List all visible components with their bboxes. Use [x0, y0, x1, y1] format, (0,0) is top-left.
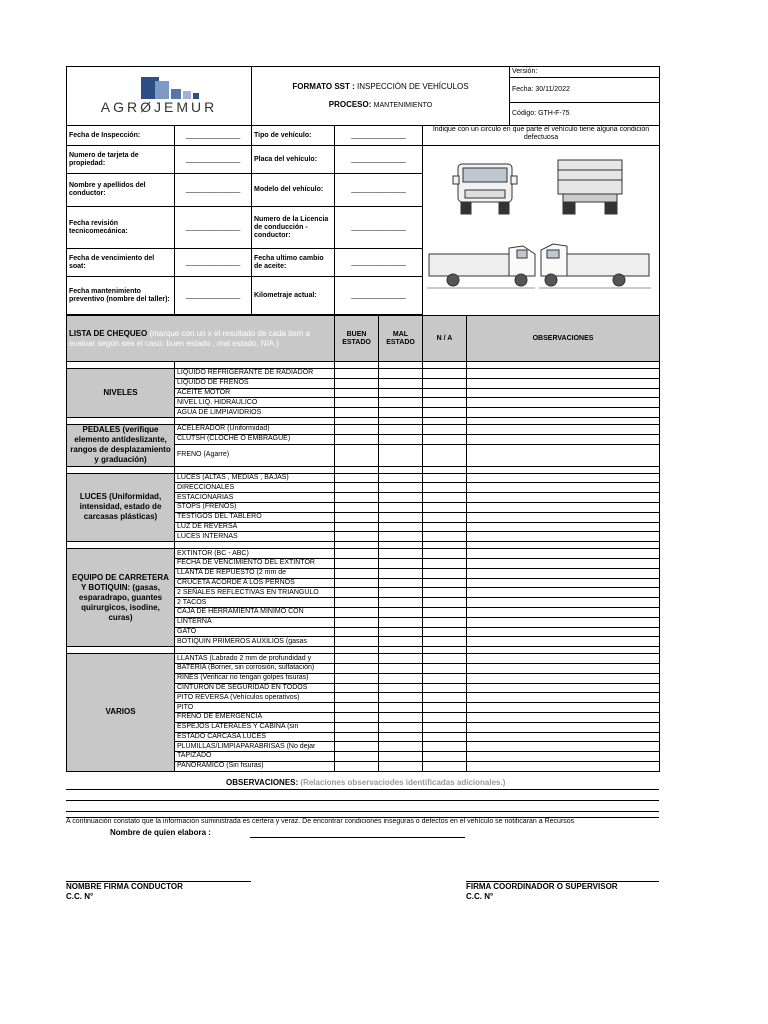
obs-cell[interactable]	[467, 398, 660, 408]
item-label: LUCES (ALTAS , MEDIAS , BAJAS)	[175, 473, 335, 483]
col-observaciones: OBSERVACIONES	[467, 316, 660, 362]
separator-cell	[467, 417, 660, 424]
obs-cell[interactable]	[467, 444, 660, 466]
buen-cell[interactable]	[335, 617, 379, 627]
obs-cell[interactable]	[467, 558, 660, 568]
buen-cell[interactable]	[335, 444, 379, 466]
group-name: NIVELES	[67, 369, 175, 418]
item-label: LINTERNA	[175, 617, 335, 627]
checklist-title: LISTA DE CHEQUEO	[69, 328, 148, 338]
obs-label: OBSERVACIONES:	[226, 778, 299, 787]
table-row	[67, 369, 660, 379]
buen-cell[interactable]	[335, 424, 379, 434]
field-conductor[interactable]: ______________	[175, 174, 252, 207]
na-cell[interactable]	[423, 637, 467, 647]
item-label: RINES (Verificar no tengan golpes fisuras)	[175, 673, 335, 683]
na-cell[interactable]	[423, 532, 467, 542]
item-label: STOPS (FRENOS)	[175, 502, 335, 512]
na-cell[interactable]	[423, 703, 467, 713]
buen-cell[interactable]	[335, 473, 379, 483]
field-tipo-vehiculo[interactable]: ______________	[335, 126, 423, 146]
process-label: PROCESO:	[328, 99, 372, 109]
mal-cell[interactable]	[379, 703, 423, 713]
item-label: PITO	[175, 703, 335, 713]
obs-cell[interactable]	[467, 378, 660, 388]
mal-cell[interactable]	[379, 424, 423, 434]
item-label: 2 SEÑALES REFLECTIVAS EN TRIANGULO	[175, 588, 335, 598]
na-cell[interactable]	[423, 752, 467, 762]
buen-cell[interactable]	[335, 512, 379, 522]
col-na: N / A	[423, 316, 467, 362]
mal-cell[interactable]	[379, 742, 423, 752]
mal-cell[interactable]	[379, 607, 423, 617]
separator-cell	[379, 466, 423, 473]
buen-cell[interactable]	[335, 598, 379, 608]
buen-cell[interactable]	[335, 558, 379, 568]
obs-cell[interactable]	[467, 549, 660, 559]
obs-cell[interactable]	[467, 588, 660, 598]
table-row	[67, 549, 660, 559]
obs-cell[interactable]	[467, 388, 660, 398]
buen-cell[interactable]	[335, 522, 379, 532]
separator-cell	[423, 417, 467, 424]
separator-cell	[67, 542, 175, 549]
cc-coordinador: C.C. N°	[466, 892, 494, 901]
col-buen-estado: BUEN ESTADO	[335, 316, 379, 362]
separator-cell	[467, 466, 660, 473]
obs-cell[interactable]	[467, 742, 660, 752]
obs-cell[interactable]	[467, 502, 660, 512]
mal-cell[interactable]	[379, 568, 423, 578]
buen-cell[interactable]	[335, 549, 379, 559]
obs-cell[interactable]	[467, 578, 660, 588]
buen-cell[interactable]	[335, 742, 379, 752]
mal-cell[interactable]	[379, 732, 423, 742]
obs-cell[interactable]	[467, 617, 660, 627]
separator-cell	[67, 466, 175, 473]
group-separator	[67, 362, 660, 369]
na-cell[interactable]	[423, 683, 467, 693]
process-value: MANTENIMIENTO	[373, 101, 433, 109]
na-cell[interactable]	[423, 722, 467, 732]
item-label: ACEITE MOTOR	[175, 388, 335, 398]
statement-text: A continuación constato que la información suministrada es certera y veraz. De encontrar condiciones inseguras o defectos en el vehículo se notificaran a Recursos	[66, 817, 659, 825]
item-label: LIQUIDO REFRIGERANTE DE RADIADOR	[175, 369, 335, 379]
mal-cell[interactable]	[379, 378, 423, 388]
na-cell[interactable]	[423, 761, 467, 771]
na-cell[interactable]	[423, 502, 467, 512]
separator-cell	[335, 647, 379, 654]
na-cell[interactable]	[423, 742, 467, 752]
obs-cell[interactable]	[467, 598, 660, 608]
item-label: PANORAMICO (Sin fisuras)	[175, 761, 335, 771]
obs-cell[interactable]	[467, 673, 660, 683]
buen-cell[interactable]	[335, 722, 379, 732]
na-cell[interactable]	[423, 617, 467, 627]
obs-cell[interactable]	[467, 654, 660, 664]
observaciones-line	[226, 778, 505, 787]
group-separator	[67, 417, 660, 424]
separator-cell	[467, 542, 660, 549]
na-cell[interactable]	[423, 607, 467, 617]
group-separator	[67, 466, 660, 473]
na-cell[interactable]	[423, 522, 467, 532]
na-cell[interactable]	[423, 663, 467, 673]
separator-cell	[67, 362, 175, 369]
na-cell[interactable]	[423, 558, 467, 568]
separator-cell	[379, 542, 423, 549]
cc-conductor: C.C. N°	[66, 892, 94, 901]
label-mantenimiento: Fecha mantenimiento preventivo (nombre del taller):	[67, 277, 175, 315]
buen-cell[interactable]	[335, 712, 379, 722]
na-cell[interactable]	[423, 673, 467, 683]
buen-cell[interactable]	[335, 663, 379, 673]
na-cell[interactable]	[423, 369, 467, 379]
format-label: FORMATO SST :	[292, 81, 355, 91]
separator-cell	[423, 466, 467, 473]
separator-cell	[335, 417, 379, 424]
item-label: ACELERADOR (Uniformidad)	[175, 424, 335, 434]
separator-cell	[175, 417, 335, 424]
group-name: PEDALES (verifique elemento antideslizante, rangos de desplazamiento y graduación)	[67, 424, 175, 466]
na-cell[interactable]	[423, 598, 467, 608]
na-cell[interactable]	[423, 388, 467, 398]
na-cell[interactable]	[423, 444, 467, 466]
mal-cell[interactable]	[379, 434, 423, 444]
buen-cell[interactable]	[335, 483, 379, 493]
field-revision[interactable]: ______________	[175, 207, 252, 249]
buen-cell[interactable]	[335, 654, 379, 664]
buen-cell[interactable]	[335, 408, 379, 418]
group-separator	[67, 542, 660, 549]
obs-cell[interactable]	[467, 483, 660, 493]
buen-cell[interactable]	[335, 502, 379, 512]
obs-cell[interactable]	[467, 712, 660, 722]
item-label: CINTURON DE SEGURIDAD EN TODOS	[175, 683, 335, 693]
mal-cell[interactable]	[379, 369, 423, 379]
obs-cell[interactable]	[467, 752, 660, 762]
item-label: EXTINTOR (BC - ABC)	[175, 549, 335, 559]
separator-cell	[423, 647, 467, 654]
field-soat[interactable]: ______________	[175, 249, 252, 277]
separator-cell	[423, 542, 467, 549]
label-conductor: Nombre y apellidos del conductor:	[67, 174, 175, 207]
item-label: AGUA DE LIMPIAVIDRIOS	[175, 408, 335, 418]
field-kilometraje[interactable]: ______________	[335, 277, 423, 315]
field-tarjeta[interactable]: ______________	[175, 146, 252, 174]
mal-cell[interactable]	[379, 522, 423, 532]
na-cell[interactable]	[423, 588, 467, 598]
obs-cell[interactable]	[467, 703, 660, 713]
mal-cell[interactable]	[379, 493, 423, 503]
label-soat: Fecha de vencimiento del soat:	[67, 249, 175, 277]
item-label: LLANTAS (Labrado 2 mm de profundidad y	[175, 654, 335, 664]
version-cell: Versión:	[510, 67, 660, 78]
diagram-note: Indique con un circulo en que parte el vehículo tiene alguna condición defectuosa	[423, 126, 660, 146]
mal-cell[interactable]	[379, 398, 423, 408]
buen-cell[interactable]	[335, 568, 379, 578]
mal-cell[interactable]	[379, 588, 423, 598]
mal-cell[interactable]	[379, 578, 423, 588]
obs-cell[interactable]	[467, 522, 660, 532]
separator-cell	[175, 647, 335, 654]
buen-cell[interactable]	[335, 532, 379, 542]
mal-cell[interactable]	[379, 761, 423, 771]
na-cell[interactable]	[423, 408, 467, 418]
buen-cell[interactable]	[335, 434, 379, 444]
header-table	[66, 66, 660, 126]
na-cell[interactable]	[423, 712, 467, 722]
buen-cell[interactable]	[335, 637, 379, 647]
buen-cell[interactable]	[335, 588, 379, 598]
buen-cell[interactable]	[335, 378, 379, 388]
separator-cell	[379, 362, 423, 369]
obs-cell[interactable]	[467, 627, 660, 637]
item-label: PLUMILLAS/LIMPIAPARABRISAS (No dejar	[175, 742, 335, 752]
obs-cell[interactable]	[467, 408, 660, 418]
mal-cell[interactable]	[379, 598, 423, 608]
item-label: FRENO (Agarre)	[175, 444, 335, 466]
item-label: LUCES INTERNAS	[175, 532, 335, 542]
na-cell[interactable]	[423, 568, 467, 578]
field-licencia[interactable]: ______________	[335, 207, 423, 249]
buen-cell[interactable]	[335, 578, 379, 588]
mal-cell[interactable]	[379, 683, 423, 693]
field-modelo[interactable]: ______________	[335, 174, 423, 207]
obs-cell[interactable]	[467, 473, 660, 483]
firma-conductor: NOMBRE FIRMA CONDUCTOR	[66, 882, 183, 891]
checklist-table	[66, 315, 660, 772]
mal-cell[interactable]	[379, 637, 423, 647]
separator-cell	[467, 362, 660, 369]
mal-cell[interactable]	[379, 722, 423, 732]
mal-cell[interactable]	[379, 473, 423, 483]
obs-cell[interactable]	[467, 532, 660, 542]
na-cell[interactable]	[423, 483, 467, 493]
mal-cell[interactable]	[379, 693, 423, 703]
obs-cell[interactable]	[467, 512, 660, 522]
mal-cell[interactable]	[379, 444, 423, 466]
separator-cell	[175, 466, 335, 473]
separator-cell	[175, 362, 335, 369]
table-row	[67, 424, 660, 434]
na-cell[interactable]	[423, 378, 467, 388]
vehicle-diagram-cell[interactable]	[423, 146, 660, 316]
logo-cell	[67, 67, 252, 126]
item-label: LIQUIDO DE FRENOS	[175, 378, 335, 388]
obs-rule-2[interactable]	[66, 800, 659, 801]
code-cell: Código: GTH-F-75	[510, 103, 660, 126]
obs-cell[interactable]	[467, 434, 660, 444]
separator-cell	[467, 647, 660, 654]
format-value: INSPECCIÓN DE VEHÍCULOS	[357, 81, 469, 91]
item-label: FECHA DE VENCIMIENTO DEL EXTINTOR	[175, 558, 335, 568]
mal-cell[interactable]	[379, 388, 423, 398]
buen-cell[interactable]	[335, 607, 379, 617]
col-mal-estado: MAL ESTADO	[379, 316, 423, 362]
group-name: LUCES (Uniformidad, intensidad, estado de carcasas plásticas)	[67, 473, 175, 542]
buen-cell[interactable]	[335, 703, 379, 713]
buen-cell[interactable]	[335, 493, 379, 503]
separator-cell	[423, 362, 467, 369]
buen-cell[interactable]	[335, 369, 379, 379]
obs-cell[interactable]	[467, 732, 660, 742]
field-aceite[interactable]: ______________	[335, 249, 423, 277]
date-cell: Fecha: 30/11/2022	[510, 78, 660, 103]
na-cell[interactable]	[423, 493, 467, 503]
separator-cell	[335, 466, 379, 473]
item-label: TAPIZADO	[175, 752, 335, 762]
label-revision: Fecha revisión tecnicomecánica:	[67, 207, 175, 249]
obs-cell[interactable]	[467, 369, 660, 379]
obs-rule-3[interactable]	[66, 811, 659, 812]
mal-cell[interactable]	[379, 549, 423, 559]
obs-cell[interactable]	[467, 693, 660, 703]
label-kilometraje: Kilometraje actual:	[252, 277, 335, 315]
mal-cell[interactable]	[379, 558, 423, 568]
item-label: ESPEJOS LATERALES Y CABINA (sin	[175, 722, 335, 732]
separator-cell	[67, 647, 175, 654]
item-label: TESTIGOS DEL TABLERO	[175, 512, 335, 522]
label-licencia: Numero de la Licencia de conducción - conductor:	[252, 207, 335, 249]
group-separator	[67, 647, 660, 654]
mal-cell[interactable]	[379, 752, 423, 762]
label-fecha-inspeccion: Fecha de Inspección:	[67, 126, 175, 146]
separator-cell	[67, 417, 175, 424]
buen-cell[interactable]	[335, 693, 379, 703]
item-label: 2 TACOS	[175, 598, 335, 608]
buen-cell[interactable]	[335, 398, 379, 408]
buen-cell[interactable]	[335, 761, 379, 771]
field-placa[interactable]: ______________	[335, 146, 423, 174]
label-tarjeta: Numero de tarjeta de propiedad:	[67, 146, 175, 174]
obs-cell[interactable]	[467, 663, 660, 673]
mal-cell[interactable]	[379, 617, 423, 627]
label-modelo: Modelo del vehículo:	[252, 174, 335, 207]
mal-cell[interactable]	[379, 663, 423, 673]
na-cell[interactable]	[423, 578, 467, 588]
na-cell[interactable]	[423, 473, 467, 483]
obs-cell[interactable]	[467, 607, 660, 617]
item-label: ESTACIONARIAS	[175, 493, 335, 503]
mal-cell[interactable]	[379, 483, 423, 493]
format-title-cell	[252, 67, 510, 126]
item-label: CLUTSH (CLOCHE O EMBRAGUE)	[175, 434, 335, 444]
elabora-label: Nombre de quien elabora :	[110, 828, 211, 837]
mal-cell[interactable]	[379, 532, 423, 542]
firma-coordinador: FIRMA COORDINADOR O SUPERVISOR	[466, 882, 618, 891]
field-mantenimiento[interactable]: ______________	[175, 277, 252, 315]
label-aceite: Fecha ultimo cambio de aceite:	[252, 249, 335, 277]
info-table	[66, 125, 660, 316]
separator-cell	[379, 417, 423, 424]
group-name: EQUIPO DE CARRETERA Y BOTIQUIN: (gasas, esparadrapo, guantes quirurgicos, isodine, curas)	[67, 549, 175, 647]
mal-cell[interactable]	[379, 502, 423, 512]
item-label: NIVEL LIQ. HIDRAULICO	[175, 398, 335, 408]
mal-cell[interactable]	[379, 712, 423, 722]
item-label: GATO	[175, 627, 335, 637]
separator-cell	[379, 647, 423, 654]
buen-cell[interactable]	[335, 683, 379, 693]
buen-cell[interactable]	[335, 627, 379, 637]
obs-rule-1[interactable]	[66, 789, 659, 790]
na-cell[interactable]	[423, 693, 467, 703]
item-label: PITO REVERSA (Vehículos operativos)	[175, 693, 335, 703]
item-label: FRENO DE EMERGENCIA	[175, 712, 335, 722]
field-fecha-inspeccion[interactable]: ______________	[175, 126, 252, 146]
table-row	[67, 473, 660, 483]
na-cell[interactable]	[423, 398, 467, 408]
mal-cell[interactable]	[379, 512, 423, 522]
separator-cell	[335, 362, 379, 369]
mal-cell[interactable]	[379, 654, 423, 664]
obs-cell[interactable]	[467, 683, 660, 693]
na-cell[interactable]	[423, 424, 467, 434]
obs-cell[interactable]	[467, 722, 660, 732]
obs-cell[interactable]	[467, 637, 660, 647]
checklist-title-cell	[67, 316, 335, 362]
item-label: CRUCETA ACORDE A LOS PERNOS	[175, 578, 335, 588]
item-label: LLANTA DE REPUESTO (2 mm de	[175, 568, 335, 578]
obs-hint: (Relaciones observaciodes identificadas adicionales.)	[300, 778, 506, 787]
na-cell[interactable]	[423, 549, 467, 559]
checklist-subtitle: (marque con un x el resultado de cada item a evaluar según sea el caso: buen estado , mal estado, N/A.)	[69, 328, 311, 348]
obs-cell[interactable]	[467, 424, 660, 434]
obs-cell[interactable]	[467, 568, 660, 578]
truck-diagram-icon[interactable]	[423, 146, 659, 296]
na-cell[interactable]	[423, 654, 467, 664]
item-label: BATERIA (Borner, sin corrosión, sulfatación)	[175, 663, 335, 673]
buen-cell[interactable]	[335, 388, 379, 398]
label-placa: Placa del vehículo:	[252, 146, 335, 174]
company-name: AGRØJEMUR	[100, 99, 218, 115]
separator-cell	[175, 542, 335, 549]
buen-cell[interactable]	[335, 673, 379, 683]
buen-cell[interactable]	[335, 732, 379, 742]
obs-cell[interactable]	[467, 493, 660, 503]
item-label: LUZ DE REVERSA	[175, 522, 335, 532]
item-label: DIRECCIONALES	[175, 483, 335, 493]
separator-cell	[335, 542, 379, 549]
item-label: CAJA DE HERRAMIENTA MINIMO CON	[175, 607, 335, 617]
na-cell[interactable]	[423, 627, 467, 637]
mal-cell[interactable]	[379, 627, 423, 637]
mal-cell[interactable]	[379, 673, 423, 683]
mal-cell[interactable]	[379, 408, 423, 418]
group-name: VARIOS	[67, 654, 175, 772]
company-logo	[69, 69, 249, 123]
table-row	[67, 654, 660, 664]
na-cell[interactable]	[423, 434, 467, 444]
label-tipo-vehiculo: Tipo de vehículo:	[252, 126, 335, 146]
elabora-signature-line[interactable]	[250, 837, 465, 838]
buen-cell[interactable]	[335, 752, 379, 762]
na-cell[interactable]	[423, 512, 467, 522]
obs-cell[interactable]	[467, 761, 660, 771]
item-label: BOTIQUIN PRIMEROS AUXILIOS (gasas	[175, 637, 335, 647]
item-label: ESTADO CARCASA LUCES	[175, 732, 335, 742]
na-cell[interactable]	[423, 732, 467, 742]
